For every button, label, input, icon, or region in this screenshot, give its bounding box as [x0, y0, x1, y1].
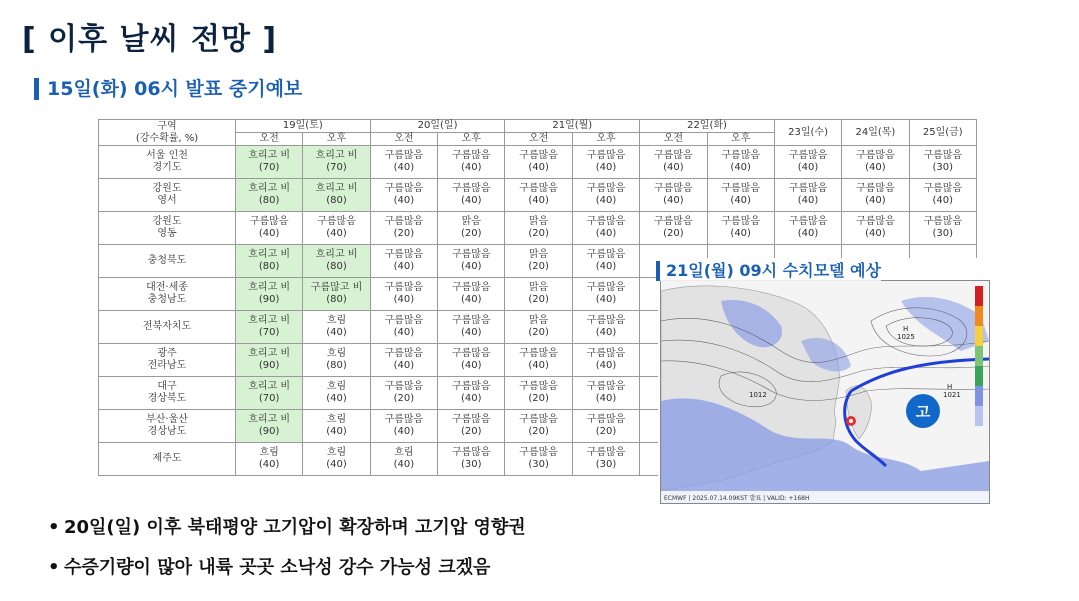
forecast-cell: 구름많음 (20): [370, 212, 437, 245]
table-corner-header: 구역 (강수확률, %): [99, 120, 236, 146]
forecast-cell: 구름많음 (20): [438, 410, 505, 443]
forecast-cell: 흐리고 비 (80): [303, 245, 370, 278]
forecast-cell: 구름많음 (40): [842, 146, 909, 179]
day-header: 25일(금): [909, 120, 976, 146]
forecast-cell: 구름많음 (40): [438, 179, 505, 212]
forecast-cell: 맑음 (20): [505, 245, 572, 278]
forecast-cell: 흐리고 비 (90): [236, 344, 303, 377]
section-subtitle: 15일(화) 06시 발표 중기예보: [34, 78, 302, 100]
region-cell: 강원도 영서: [99, 179, 236, 212]
region-cell: 제주도: [99, 443, 236, 476]
forecast-cell: 구름많음 (40): [707, 212, 774, 245]
forecast-cell: 구름많음 (40): [505, 344, 572, 377]
day-header: 24일(목): [842, 120, 909, 146]
forecast-cell: 구름많음 (40): [505, 146, 572, 179]
region-cell: 부산·울산 경상남도: [99, 410, 236, 443]
forecast-cell: 흐리고 비 (90): [236, 410, 303, 443]
region-cell: 강원도 영동: [99, 212, 236, 245]
forecast-cell: 구름많음 (40): [572, 377, 639, 410]
forecast-cell: 구름많음 (40): [909, 179, 976, 212]
am-header: 오전: [640, 133, 707, 146]
forecast-cell: 구름많음 (40): [438, 344, 505, 377]
forecast-cell: 구름많음 (30): [505, 443, 572, 476]
pm-header: 오후: [303, 133, 370, 146]
forecast-cell: 구름많음 (40): [572, 146, 639, 179]
high-pressure-label: 고: [915, 403, 931, 421]
region-cell: 대구 경상북도: [99, 377, 236, 410]
forecast-cell: 구름많음 (40): [438, 146, 505, 179]
am-header: 오전: [505, 133, 572, 146]
day-header: 22일(화): [640, 120, 775, 133]
forecast-cell: 구름많음 (40): [438, 278, 505, 311]
forecast-cell: 구름많음 (40): [842, 179, 909, 212]
pm-header: 오후: [572, 133, 639, 146]
forecast-cell: 구름많음 (40): [438, 377, 505, 410]
forecast-cell: 구름많음 (30): [909, 212, 976, 245]
forecast-cell: 흐리고 비 (90): [236, 278, 303, 311]
forecast-cell: 흐림 (40): [370, 443, 437, 476]
forecast-cell: 구름많음 (40): [707, 146, 774, 179]
isobar-label: 1012: [749, 391, 767, 399]
forecast-cell: 구름많음 (40): [370, 311, 437, 344]
map-footer: ECMWF | 2025.07.14.09KST 발표 | VALID: +168H: [664, 495, 810, 502]
isobar-label: H: [947, 383, 953, 391]
map-image: [661, 281, 989, 503]
forecast-cell: 흐리고 비 (70): [303, 146, 370, 179]
map-caption: 21일(월) 09시 수치모델 예상: [656, 261, 881, 281]
isobar-label: 1021: [943, 391, 961, 399]
forecast-cell: 구름많음 (40): [572, 278, 639, 311]
forecast-cell: 구름많음 (40): [370, 410, 437, 443]
forecast-cell: 흐림 (40): [236, 443, 303, 476]
forecast-cell: 구름많음 (40): [370, 245, 437, 278]
forecast-cell: 흐리고 비 (80): [236, 245, 303, 278]
forecast-cell: 구름많음 (30): [909, 146, 976, 179]
forecast-cell: 구름많음 (40): [438, 245, 505, 278]
pm-header: 오후: [707, 133, 774, 146]
summary-bullets: [48, 513, 526, 593]
forecast-cell: 구름많음 (40): [640, 179, 707, 212]
isobar-label: 1025: [897, 333, 915, 341]
isobar-label: H: [903, 325, 909, 333]
forecast-cell: 맑음 (20): [505, 212, 572, 245]
region-cell: 전북자치도: [99, 311, 236, 344]
region-cell: 충청북도: [99, 245, 236, 278]
forecast-cell: 구름많음 (30): [438, 443, 505, 476]
pm-header: 오후: [438, 133, 505, 146]
bullet-item: • 20일(일) 이후 북태평양 고기압이 확장하며 고기압 영향권: [48, 517, 526, 538]
forecast-cell: 구름많음 (40): [438, 311, 505, 344]
bullet-text: 수증기량이 많아 내륙 곳곳 소낙성 강수 가능성 크겠음: [64, 557, 491, 578]
forecast-cell: 구름많음 (40): [842, 212, 909, 245]
color-legend: [975, 286, 983, 426]
forecast-cell: 구름많음 (30): [572, 443, 639, 476]
forecast-cell: 구름많음 (40): [774, 179, 841, 212]
table-row: [99, 212, 977, 245]
forecast-cell: 구름많음 (20): [505, 377, 572, 410]
forecast-cell: 구름많음 (40): [774, 146, 841, 179]
forecast-cell: 구름많음 (40): [640, 146, 707, 179]
am-header: 오전: [236, 133, 303, 146]
region-cell: 대전·세종 충청남도: [99, 278, 236, 311]
day-header: 19일(토): [236, 120, 371, 133]
forecast-cell: 구름많음 (40): [707, 179, 774, 212]
am-header: 오전: [370, 133, 437, 146]
forecast-cell: 구름많음 (40): [572, 212, 639, 245]
forecast-cell: 맑음 (20): [438, 212, 505, 245]
forecast-cell: 흐리고 비 (70): [236, 377, 303, 410]
forecast-cell: 흐림 (40): [303, 377, 370, 410]
forecast-cell: 구름많음 (40): [236, 212, 303, 245]
weather-model-map: [660, 280, 990, 504]
forecast-cell: 구름많음 (40): [370, 344, 437, 377]
bullet-text: 20일(일) 이후 북태평양 고기압이 확장하며 고기압 영향권: [64, 517, 526, 538]
forecast-cell: 흐리고 비 (80): [236, 179, 303, 212]
day-header: 21일(월): [505, 120, 640, 133]
forecast-cell: 구름많음 (20): [370, 377, 437, 410]
forecast-cell: 흐리고 비 (80): [303, 179, 370, 212]
region-cell: 광주 전라남도: [99, 344, 236, 377]
forecast-cell: 구름많음 (20): [572, 410, 639, 443]
forecast-cell: 구름많음 (40): [370, 179, 437, 212]
forecast-cell: 구름많음 (40): [572, 344, 639, 377]
forecast-cell: 흐리고 비 (70): [236, 311, 303, 344]
forecast-cell: 구름많음 (40): [572, 179, 639, 212]
forecast-cell: 구름많음 (40): [370, 146, 437, 179]
forecast-cell: 흐림 (80): [303, 344, 370, 377]
page-title: [ 이후 날씨 전망 ]: [22, 22, 278, 57]
day-header: 20일(일): [370, 120, 505, 133]
forecast-cell: 흐리고 비 (70): [236, 146, 303, 179]
forecast-cell: 맑음 (20): [505, 311, 572, 344]
forecast-cell: 구름많음 (40): [370, 278, 437, 311]
forecast-cell: 흐림 (40): [303, 443, 370, 476]
region-cell: 서울 인천 경기도: [99, 146, 236, 179]
forecast-cell: 맑음 (20): [505, 278, 572, 311]
forecast-cell: 구름많음 (40): [572, 311, 639, 344]
forecast-cell: 구름많음 (40): [505, 179, 572, 212]
forecast-cell: 구름많음 (20): [505, 410, 572, 443]
forecast-cell: 흐림 (40): [303, 410, 370, 443]
forecast-cell: 구름많고 비 (80): [303, 278, 370, 311]
forecast-cell: 구름많음 (40): [774, 212, 841, 245]
forecast-cell: 흐림 (40): [303, 311, 370, 344]
forecast-cell: 구름많음 (20): [640, 212, 707, 245]
bullet-item: • 수증기량이 많아 내륙 곳곳 소낙성 강수 가능성 크겠음: [48, 557, 491, 578]
forecast-cell: 구름많음 (40): [303, 212, 370, 245]
table-row: [99, 179, 977, 212]
day-header: 23일(수): [774, 120, 841, 146]
forecast-cell: 구름많음 (40): [572, 245, 639, 278]
table-row: [99, 146, 977, 179]
